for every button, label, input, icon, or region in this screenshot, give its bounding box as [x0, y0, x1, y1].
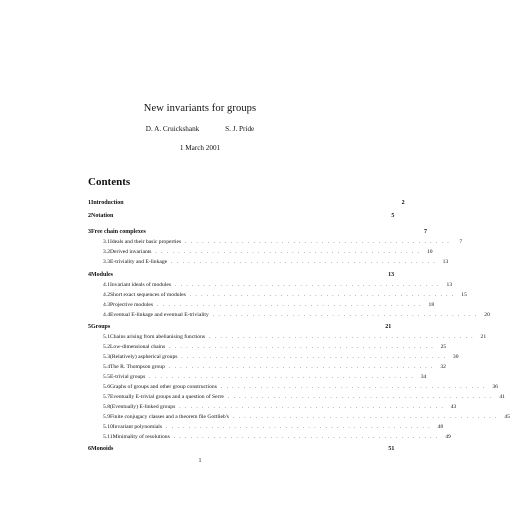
- toc-label: Groups: [91, 324, 111, 330]
- toc-number: 5.1: [103, 334, 110, 340]
- toc-page: 49: [445, 434, 451, 440]
- toc-dot-leader: . . . . . . . . . . . . . . . . . . . . . . . . . . . . . . . . . . . . . . . . . . . . . . .: [155, 250, 421, 255]
- toc-label: (Eventually) E-linked groups: [110, 404, 176, 410]
- toc-number: 5.7: [103, 394, 110, 400]
- toc-label: Invariant polynomials: [112, 424, 163, 430]
- toc-number: 6: [88, 446, 91, 452]
- toc-number: 4.4: [103, 312, 110, 318]
- toc-page: 7: [459, 239, 463, 245]
- toc-dot-leader: . . . . . . . . . . . . . . . . . . . . . . . . . . . . . . . . . . . . . . . . . . . . . . .: [168, 365, 434, 370]
- toc-page: 34: [420, 374, 427, 380]
- toc-dot-leader: . . . . . . . . . . . . . . . . . . . . . . . . . . . . . . . . . . . . . . . . . . . . . . .: [227, 395, 493, 400]
- toc-number: 5.3: [103, 354, 110, 360]
- toc-dot-leader: . . . . . . . . . . . . . . . . . . . . . . . . . . . . . . . . . . . . . . . . . . . . . . .: [157, 303, 423, 308]
- toc-dot-leader: . . . . . . . . . . . . . . . . . . . . . . . . . . . . . . . . . . . . . . . . . . . . . . .: [209, 335, 475, 340]
- toc-subsection[interactable]: [88, 342, 447, 352]
- author: D. A. Cruickshank: [145, 125, 200, 133]
- toc-dot-leader: . . . . . . . . . . . . . . . . . . . . . . . . . . . . . . . . . . . . . . . . . . . . . . .: [169, 345, 435, 350]
- toc-page: 41: [499, 394, 505, 400]
- toc-number: 3.1: [103, 239, 110, 245]
- toc-dot-leader: . . . . . . . . . . . . . . . . . . . . . . . . . . . . . . . . . . . . . . . . . . . . . . .: [173, 435, 439, 440]
- toc-page: 10: [426, 249, 433, 255]
- toc-page: 13: [388, 272, 395, 278]
- toc-page: 13: [442, 259, 449, 265]
- toc-dot-leader: . . . . . . . . . . . . . . . . . . . . . . . . . . . . . . . . . . . . . . . . . . . . . . .: [149, 375, 415, 380]
- toc-subsection[interactable]: [88, 300, 435, 310]
- toc-label: Monoids: [91, 446, 114, 452]
- toc-subsection[interactable]: [88, 237, 463, 247]
- toc-label: Projective modules: [110, 302, 154, 308]
- toc-number: 5.5: [103, 374, 110, 380]
- toc-dot-leader: . . . . . . . . . . . . . . . . . . . . . . . . . . . . . . . . . . . . . . . . . . . . . . .: [185, 240, 451, 245]
- toc-page: 25: [440, 344, 447, 350]
- toc-subsection[interactable]: [88, 412, 510, 422]
- toc-label: Eventually E-trivial groups and a question of Serre: [110, 394, 224, 400]
- toc-page: 21: [480, 334, 487, 340]
- toc-dot-leader: . . . . . . . . . . . . . . . . . . . . . . . . . . . . . . . . . . . . . . . . . . . . . . .: [181, 355, 447, 360]
- toc-page: 18: [428, 302, 435, 308]
- toc-number: 3.3: [103, 259, 110, 265]
- toc-number: 5.6: [103, 384, 110, 390]
- paper-date: 1 March 2001: [179, 144, 221, 152]
- toc-label: Minimality of resolutions: [112, 434, 170, 440]
- toc-dot-leader: . . . . . . . . . . . . . . . . . . . . . . . . . . . . . . . . . . . . . . . . . . . . . . .: [179, 405, 445, 410]
- toc-label: Short exact sequences of modules: [110, 292, 186, 298]
- toc-label: Modules: [91, 272, 114, 278]
- toc-subsection[interactable]: [88, 352, 459, 362]
- toc-label: Ideals and their basic properties: [110, 239, 182, 245]
- toc-page: 20: [484, 312, 490, 318]
- toc-page: 48: [437, 424, 444, 430]
- toc-page: 30: [452, 354, 459, 360]
- toc-subsection[interactable]: [88, 422, 444, 432]
- toc-section[interactable]: [88, 211, 395, 221]
- toc-dot-leader: . . . . . . . . . . . . . . . . . . . . . . . . . . . . . . . . . . . . . . . . . . . . . . .: [166, 425, 432, 430]
- toc-label: Chains arising from abelianising functions: [110, 334, 206, 340]
- toc-label: Invariant ideals of modules: [110, 282, 172, 288]
- toc-section[interactable]: [88, 444, 395, 454]
- toc-page: 45: [504, 414, 510, 420]
- toc-section[interactable]: [88, 198, 405, 208]
- paper-title: New invariants for groups: [143, 103, 257, 114]
- toc-label: The R. Thompson group: [110, 364, 165, 370]
- toc-number: 5.10: [103, 424, 113, 430]
- toc-number: 3: [88, 229, 91, 235]
- toc-number: 4.3: [103, 302, 110, 308]
- toc-number: 4: [88, 272, 91, 278]
- toc-page: 13: [446, 282, 453, 288]
- toc-page: 32: [440, 364, 446, 370]
- toc-label: Low-dimensional chains: [110, 344, 166, 350]
- toc-subsection[interactable]: [88, 382, 498, 392]
- toc-label: Free chain complexes: [91, 229, 146, 235]
- page-number: 1: [198, 458, 202, 464]
- toc-subsection[interactable]: [88, 372, 427, 382]
- toc-number: 5.9: [103, 414, 110, 420]
- toc-label: Finite conjugacy classes and a theorem ﬁle Gottlieb's: [110, 414, 229, 420]
- toc-number: 2: [88, 213, 91, 219]
- toc-dot-leader: . . . . . . . . . . . . . . . . . . . . . . . . . . . . . . . . . . . . . . . . . . . . . . .: [232, 415, 498, 420]
- toc-page: 36: [492, 384, 498, 390]
- toc-subsection[interactable]: [88, 402, 457, 412]
- toc-number: 4.1: [103, 282, 110, 288]
- toc-subsection[interactable]: [88, 392, 505, 402]
- toc-label: E-trivial groups: [110, 374, 146, 380]
- toc-subsection[interactable]: [88, 290, 467, 300]
- toc-subsection[interactable]: [88, 247, 433, 257]
- toc-page: 21: [385, 324, 392, 330]
- toc-dot-leader: . . . . . . . . . . . . . . . . . . . . . . . . . . . . . . . . . . . . . . . . . . . . . . .: [171, 260, 437, 265]
- author: S. J. Pride: [225, 125, 255, 133]
- toc-dot-leader: . . . . . . . . . . . . . . . . . . . . . . . . . . . . . . . . . . . . . . . . . . . . . . .: [189, 293, 455, 298]
- toc-label: Introduction: [91, 200, 124, 206]
- toc-section[interactable]: [88, 227, 427, 237]
- author-list: [0, 125, 400, 133]
- toc-label: (Relatively) aspherical groups: [110, 354, 178, 360]
- toc-number: 1: [88, 200, 91, 206]
- toc-label: Notation: [91, 213, 114, 219]
- toc-subsection[interactable]: [88, 257, 449, 267]
- toc-number: 4.2: [103, 292, 110, 298]
- toc-subsection[interactable]: [88, 310, 490, 320]
- toc-number: 5: [88, 324, 91, 330]
- toc-section[interactable]: [88, 322, 392, 332]
- toc-dot-leader: . . . . . . . . . . . . . . . . . . . . . . . . . . . . . . . . . . . . . . . . . . . . . . .: [220, 385, 486, 390]
- toc-label: Graphs of groups and other group constructions: [110, 384, 217, 390]
- toc-dot-leader: . . . . . . . . . . . . . . . . . . . . . . . . . . . . . . . . . . . . . . . . . . . . . . .: [175, 283, 441, 288]
- toc-label: E-triviality and E-linkage: [110, 259, 168, 265]
- toc-section[interactable]: [88, 270, 395, 280]
- toc-number: 5.2: [103, 344, 110, 350]
- toc-subsection[interactable]: [88, 362, 446, 372]
- toc-dot-leader: . . . . . . . . . . . . . . . . . . . . . . . . . . . . . . . . . . . . . . . . . . . . . . .: [212, 313, 478, 318]
- toc-number: 5.8: [103, 404, 110, 410]
- toc-subsection[interactable]: [88, 432, 451, 442]
- toc-page: 51: [388, 446, 395, 452]
- toc-subsection[interactable]: [88, 332, 487, 342]
- toc-page: 43: [450, 404, 457, 410]
- contents-heading: Contents: [88, 176, 131, 188]
- toc-number: 5.4: [103, 364, 110, 370]
- toc-label: Eventual E-linkage and eventual E-triviality: [110, 312, 209, 318]
- toc-number: 3.2: [103, 249, 110, 255]
- toc-page: 7: [423, 229, 427, 235]
- toc-page: 5: [391, 213, 395, 219]
- toc-label: Derived invariants: [110, 249, 152, 255]
- toc-number: 5.11: [103, 434, 113, 440]
- toc-subsection[interactable]: [88, 280, 453, 290]
- toc-page: 2: [401, 200, 405, 206]
- toc-page: 15: [461, 292, 467, 298]
